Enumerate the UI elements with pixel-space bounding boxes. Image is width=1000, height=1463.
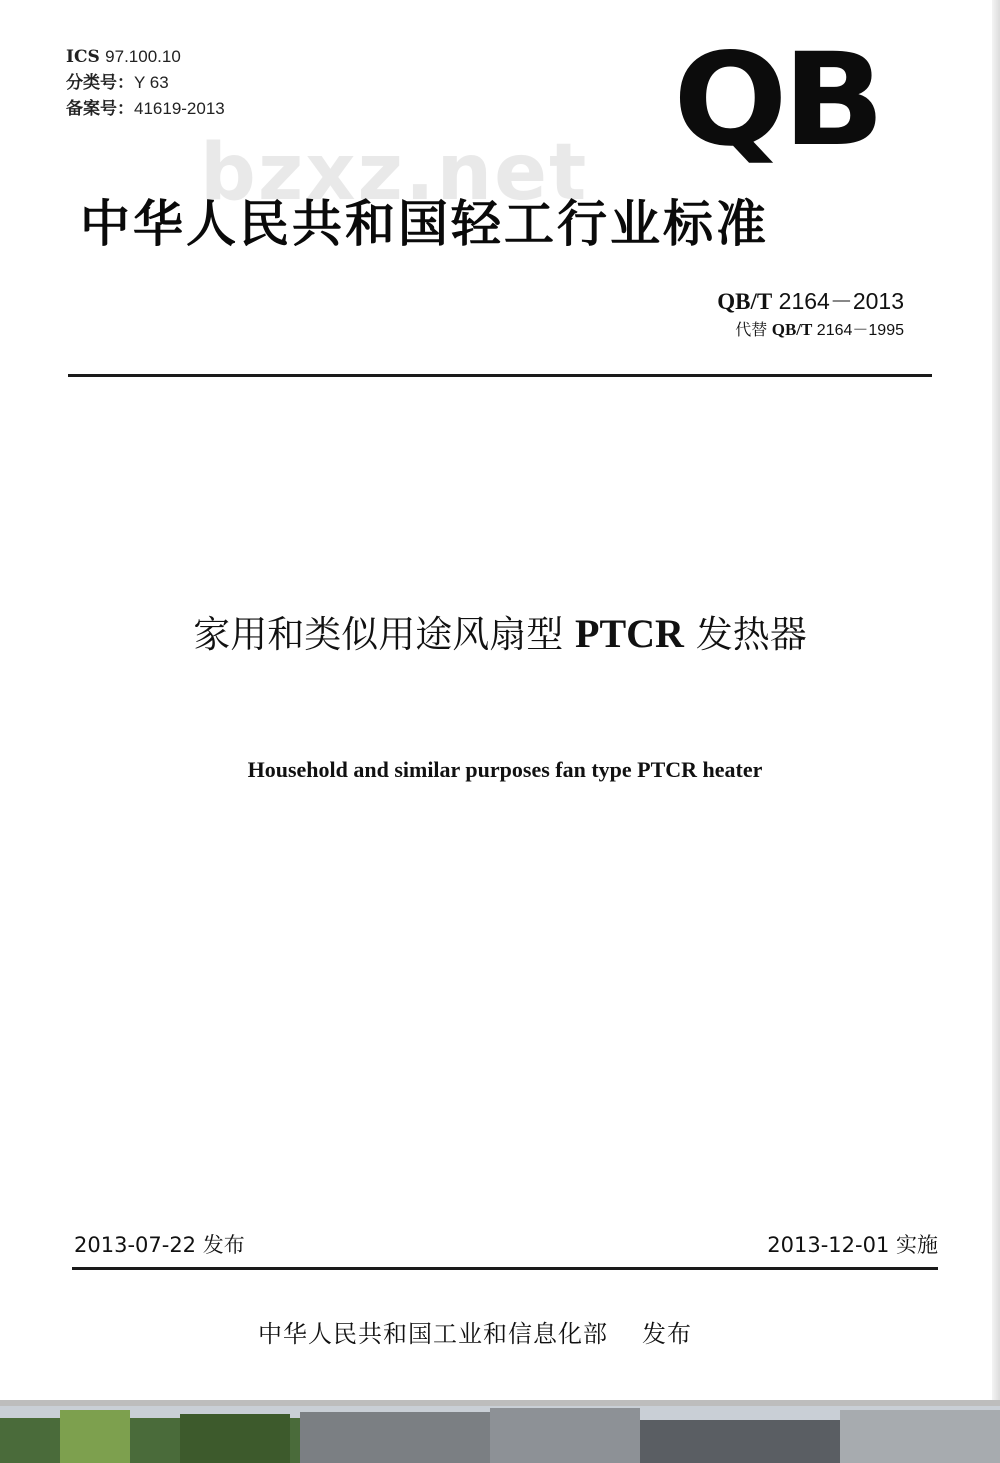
issuer-name: 中华人民共和国工业和信息化部 [258, 1320, 608, 1348]
qb-logo-letter-q: Q [673, 26, 788, 175]
background-photo-strip [0, 1400, 1000, 1463]
standard-title-english: Household and similar purposes fan type PTCR heater [247, 757, 763, 782]
building-left [300, 1412, 490, 1463]
standard-category-title: 中华人民共和国轻工行业标准 [80, 195, 769, 253]
qb-logo-letter-b: B [782, 26, 885, 175]
watermark: bzxz.net [200, 128, 589, 218]
page-shadow-band [0, 1400, 1000, 1406]
classification-value: Y 63 [134, 73, 169, 92]
title-cn-part1: 家用和类似用途风扇型 [193, 613, 576, 656]
tree-dark [180, 1414, 290, 1463]
footer-divider [72, 1267, 938, 1270]
ics-code-row [66, 44, 225, 70]
title-cn-latin: PTCR [575, 611, 684, 656]
issuing-authority [258, 1316, 692, 1352]
ics-value: 97.100.10 [105, 47, 181, 66]
qb-logo [673, 26, 885, 175]
issuer-action: 发布 [642, 1320, 692, 1348]
title-cn-part2: 发热器 [683, 613, 807, 656]
building-right [640, 1420, 840, 1463]
building-center [490, 1408, 640, 1463]
tree-highlight [60, 1410, 130, 1463]
standard-number [717, 284, 904, 319]
document-metadata [66, 44, 225, 122]
replaces-label: 代替 [735, 322, 772, 339]
standard-number-prefix: QB/T [717, 289, 773, 314]
building-far-right [840, 1410, 1000, 1463]
standard-number-value: 2164－2013 [772, 288, 904, 314]
effective-date: 2013-12-01 实施 [767, 1233, 938, 1257]
replaces-number: 2164－1995 [812, 322, 904, 339]
classification-row [66, 70, 225, 96]
record-label: 备案号： [66, 99, 134, 119]
header-divider [68, 374, 932, 377]
standard-number-block [717, 284, 904, 342]
record-value: 41619-2013 [134, 99, 225, 118]
replaces-standard [717, 319, 904, 342]
record-row [66, 96, 225, 122]
issue-date: 2013-07-22 发布 [74, 1233, 245, 1257]
classification-label: 分类号： [66, 73, 134, 93]
page-edge-shadow [992, 0, 1000, 1400]
standard-title-chinese [0, 606, 1000, 663]
replaces-prefix: QB/T [771, 320, 813, 339]
ics-label: ICS [66, 47, 100, 67]
